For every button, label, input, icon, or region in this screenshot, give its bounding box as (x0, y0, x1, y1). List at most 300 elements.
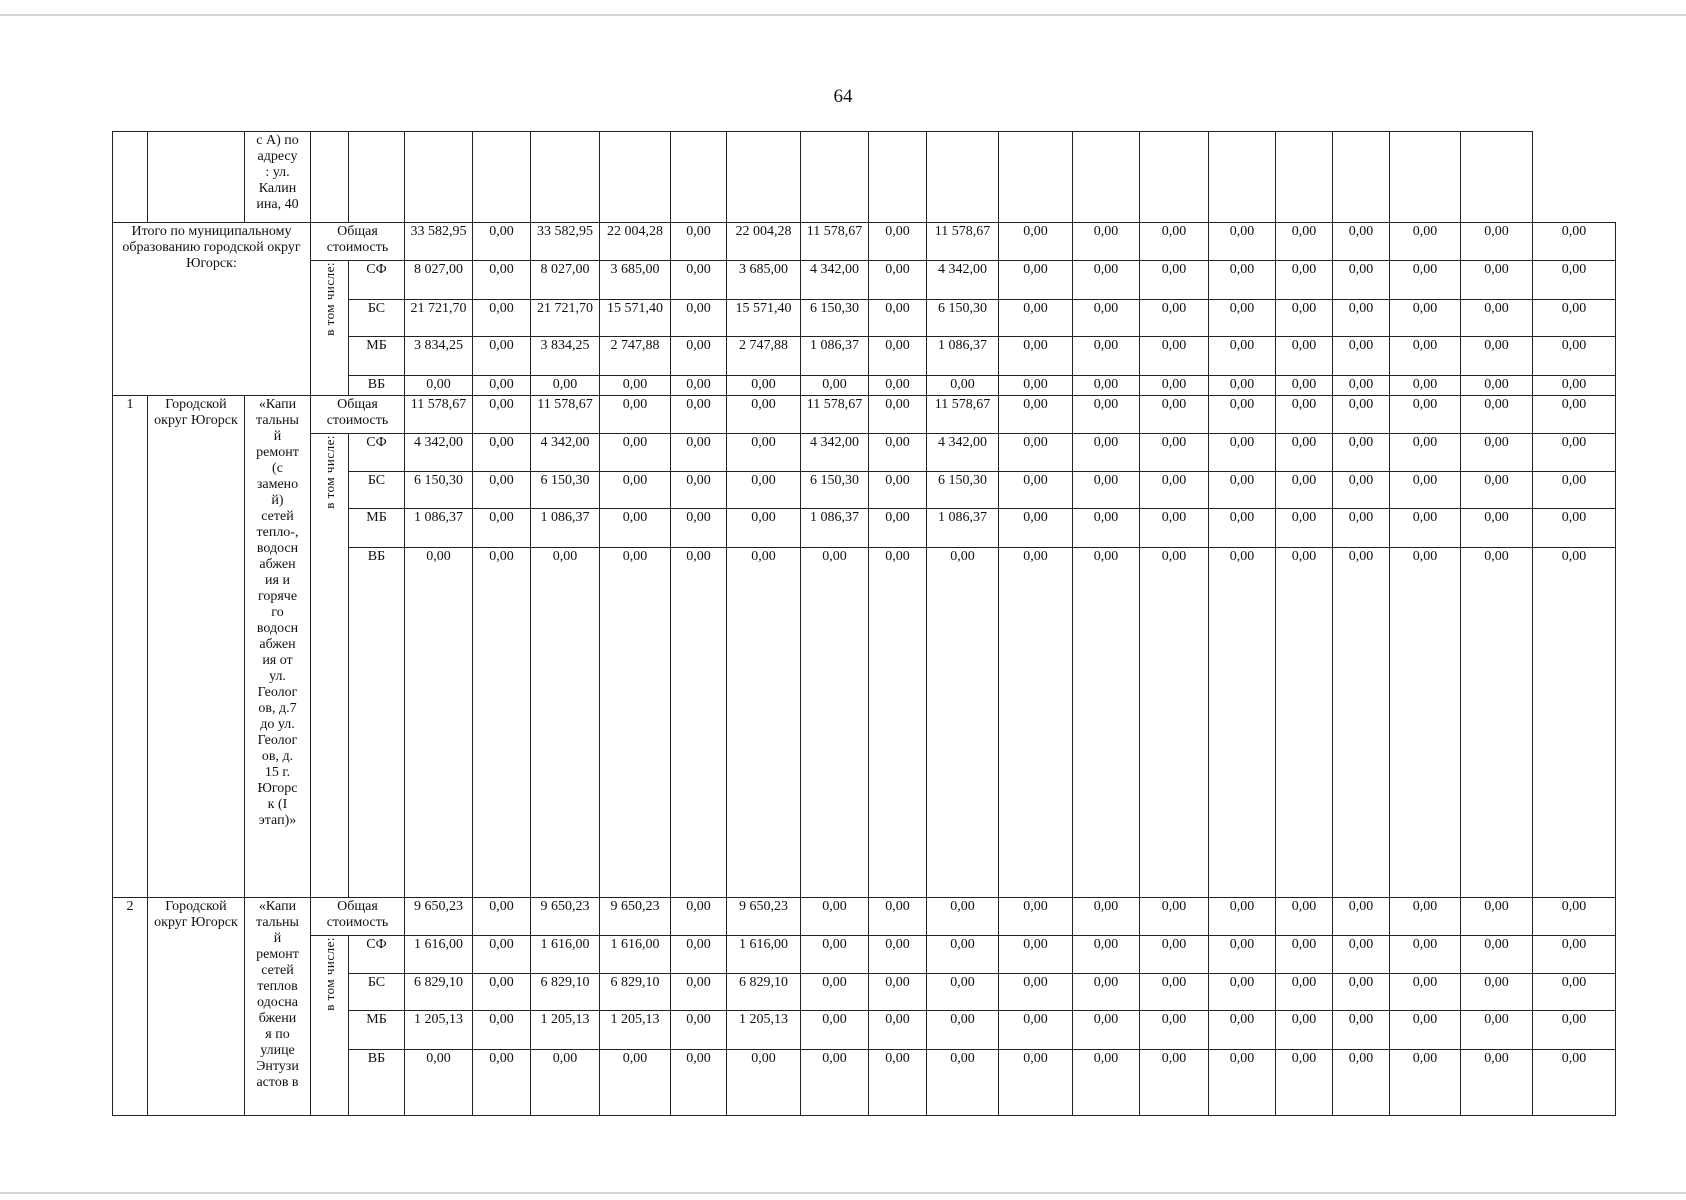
value-cell: 15 571,40 (600, 299, 671, 336)
value-cell: 0,00 (1333, 897, 1390, 936)
value-cell: 0,00 (1209, 396, 1276, 433)
value-cell: 0,00 (1209, 1049, 1276, 1115)
value-cell: 1 086,37 (801, 509, 869, 548)
value-cell: 3 834,25 (405, 337, 473, 376)
value-cell: 0,00 (1073, 936, 1140, 973)
empty-cell (1461, 132, 1533, 223)
value-cell: 0,00 (999, 222, 1073, 261)
value-cell: 0,00 (671, 222, 727, 261)
value-cell: 6 150,30 (801, 299, 869, 336)
value-cell: 0,00 (405, 375, 473, 395)
value-cell: 0,00 (1333, 1049, 1390, 1115)
value-cell: 0,00 (927, 1049, 999, 1115)
breakdown-label-cell (311, 261, 349, 396)
value-cell: 0,00 (1533, 936, 1616, 973)
value-cell: 0,00 (1533, 433, 1616, 472)
value-cell: 0,00 (671, 337, 727, 376)
value-cell: 0,00 (600, 1049, 671, 1115)
breakdown-label-cell (311, 433, 349, 897)
funding-code: СФ (349, 936, 405, 973)
value-cell: 0,00 (869, 396, 927, 433)
value-cell: 6 150,30 (801, 472, 869, 509)
value-cell: 0,00 (1073, 1049, 1140, 1115)
value-cell: 0,00 (1276, 973, 1333, 1010)
value-cell: 1 086,37 (801, 337, 869, 376)
value-cell: 0,00 (1461, 222, 1533, 261)
value-cell: 0,00 (671, 1049, 727, 1115)
budget-table (112, 131, 1616, 1116)
empty-cell (1276, 132, 1333, 223)
value-cell: 0,00 (671, 547, 727, 897)
value-cell: 0,00 (1333, 547, 1390, 897)
common-cost-label: Общая стоимость (311, 897, 405, 936)
value-cell: 0,00 (999, 973, 1073, 1010)
value-cell: 11 578,67 (927, 222, 999, 261)
common-cost-label: Общая стоимость (311, 396, 405, 433)
value-cell: 0,00 (1461, 936, 1533, 973)
value-cell: 0,00 (1533, 973, 1616, 1010)
value-cell: 0,00 (473, 222, 531, 261)
value-cell: 0,00 (473, 337, 531, 376)
value-cell: 0,00 (801, 936, 869, 973)
value-cell: 0,00 (671, 1011, 727, 1050)
funding-code: БС (349, 299, 405, 336)
value-cell: 0,00 (801, 1049, 869, 1115)
object-number: 2 (113, 897, 148, 1115)
value-cell: 1 086,37 (405, 509, 473, 548)
value-cell: 0,00 (671, 375, 727, 395)
empty-cell (801, 132, 869, 223)
value-cell: 0,00 (727, 396, 801, 433)
value-cell: 1 205,13 (405, 1011, 473, 1050)
value-cell: 0,00 (1209, 375, 1276, 395)
value-cell: 0,00 (1073, 1011, 1140, 1050)
value-cell: 0,00 (473, 396, 531, 433)
value-cell: 0,00 (869, 1011, 927, 1050)
breakdown-label: в том числе: (321, 262, 337, 337)
value-cell: 0,00 (727, 472, 801, 509)
value-cell: 21 721,70 (405, 299, 473, 336)
value-cell: 0,00 (1533, 547, 1616, 897)
total-label: Итого по муниципальному образованию городской округ Югорск: (113, 222, 311, 395)
value-cell: 0,00 (405, 1049, 473, 1115)
value-cell: 0,00 (1140, 936, 1209, 973)
value-cell: 8 027,00 (531, 261, 600, 300)
value-cell: 1 086,37 (927, 337, 999, 376)
funding-code: МБ (349, 509, 405, 548)
value-cell: 0,00 (671, 897, 727, 936)
value-cell: 4 342,00 (801, 433, 869, 472)
value-cell: 0,00 (1533, 509, 1616, 548)
value-cell: 0,00 (1333, 1011, 1390, 1050)
value-cell: 0,00 (727, 547, 801, 897)
empty-cell (473, 132, 531, 223)
empty-cell (1390, 132, 1461, 223)
value-cell: 1 205,13 (727, 1011, 801, 1050)
value-cell: 0,00 (1140, 261, 1209, 300)
empty-cell (600, 132, 671, 223)
empty-cell (869, 132, 927, 223)
table-row (113, 897, 1616, 936)
value-cell: 0,00 (1276, 547, 1333, 897)
value-cell: 0,00 (1461, 1011, 1533, 1050)
value-cell: 0,00 (671, 261, 727, 300)
value-cell: 0,00 (473, 433, 531, 472)
table-row (113, 396, 1616, 433)
table-row (113, 936, 1616, 973)
value-cell: 0,00 (1140, 433, 1209, 472)
value-cell: 8 027,00 (405, 261, 473, 300)
value-cell: 6 150,30 (405, 472, 473, 509)
value-cell: 0,00 (1276, 375, 1333, 395)
value-cell: 0,00 (1461, 337, 1533, 376)
value-cell: 0,00 (1140, 973, 1209, 1010)
value-cell: 0,00 (1073, 547, 1140, 897)
value-cell: 0,00 (473, 375, 531, 395)
funding-code: БС (349, 472, 405, 509)
funding-code: ВБ (349, 1049, 405, 1115)
value-cell: 0,00 (999, 1049, 1073, 1115)
empty-cell (405, 132, 473, 223)
common-cost-label: Общая стоимость (311, 222, 405, 261)
value-cell: 0,00 (1533, 396, 1616, 433)
object-name-cell: «Капи тальны й ремонт (с замено й) сетей тепло-, водосн абжен ия и горяче го водосн абжен ия от ул. Геолог ов, д.7 до ул. Геолог ов, д. 15 г. Югорс к (I этап)» (245, 396, 311, 898)
value-cell: 0,00 (1276, 1011, 1333, 1050)
scan-edge-bottom (0, 1192, 1686, 1194)
value-cell: 0,00 (1140, 472, 1209, 509)
value-cell: 0,00 (1461, 396, 1533, 433)
value-cell: 0,00 (869, 509, 927, 548)
value-cell: 0,00 (671, 433, 727, 472)
object-number: 1 (113, 396, 148, 898)
value-cell: 0,00 (1140, 396, 1209, 433)
value-cell: 0,00 (869, 1049, 927, 1115)
value-cell: 0,00 (1533, 375, 1616, 395)
value-cell: 0,00 (1390, 299, 1461, 336)
value-cell: 0,00 (531, 1049, 600, 1115)
value-cell: 0,00 (1073, 222, 1140, 261)
value-cell: 0,00 (999, 299, 1073, 336)
page-number: 64 (833, 86, 853, 107)
value-cell: 0,00 (671, 509, 727, 548)
value-cell: 0,00 (1140, 337, 1209, 376)
value-cell: 0,00 (1209, 547, 1276, 897)
value-cell: 0,00 (869, 261, 927, 300)
value-cell: 4 342,00 (927, 261, 999, 300)
value-cell: 0,00 (473, 973, 531, 1010)
value-cell: 0,00 (1276, 897, 1333, 936)
value-cell: 0,00 (1140, 375, 1209, 395)
value-cell: 0,00 (999, 396, 1073, 433)
value-cell: 0,00 (1390, 897, 1461, 936)
value-cell: 0,00 (473, 897, 531, 936)
value-cell: 3 685,00 (600, 261, 671, 300)
value-cell: 11 578,67 (927, 396, 999, 433)
funding-code: СФ (349, 261, 405, 300)
value-cell: 0,00 (1209, 897, 1276, 936)
empty-cell (349, 132, 405, 223)
value-cell: 0,00 (1209, 433, 1276, 472)
value-cell: 0,00 (999, 375, 1073, 395)
value-cell: 0,00 (927, 547, 999, 897)
value-cell: 0,00 (1533, 222, 1616, 261)
value-cell: 0,00 (999, 897, 1073, 936)
value-cell: 0,00 (1333, 396, 1390, 433)
value-cell: 0,00 (869, 433, 927, 472)
value-cell: 0,00 (1461, 261, 1533, 300)
value-cell: 0,00 (1390, 973, 1461, 1010)
value-cell: 0,00 (927, 973, 999, 1010)
value-cell: 1 086,37 (531, 509, 600, 548)
value-cell: 0,00 (1533, 897, 1616, 936)
empty-cell (727, 132, 801, 223)
value-cell: 0,00 (1533, 299, 1616, 336)
value-cell: 0,00 (1209, 261, 1276, 300)
value-cell: 0,00 (1390, 337, 1461, 376)
value-cell: 0,00 (1333, 973, 1390, 1010)
value-cell: 21 721,70 (531, 299, 600, 336)
value-cell: 11 578,67 (405, 396, 473, 433)
value-cell: 0,00 (801, 1011, 869, 1050)
value-cell: 0,00 (473, 509, 531, 548)
value-cell: 0,00 (473, 472, 531, 509)
value-cell: 4 342,00 (405, 433, 473, 472)
value-cell: 0,00 (1140, 547, 1209, 897)
value-cell: 0,00 (1276, 509, 1333, 548)
value-cell: 6 150,30 (927, 472, 999, 509)
value-cell: 0,00 (405, 547, 473, 897)
value-cell: 0,00 (473, 547, 531, 897)
value-cell: 0,00 (1209, 337, 1276, 376)
value-cell: 0,00 (671, 299, 727, 336)
value-cell: 9 650,23 (727, 897, 801, 936)
value-cell: 9 650,23 (405, 897, 473, 936)
value-cell: 0,00 (1333, 509, 1390, 548)
value-cell: 0,00 (473, 261, 531, 300)
value-cell: 0,00 (999, 337, 1073, 376)
value-cell: 0,00 (999, 509, 1073, 548)
value-cell: 33 582,95 (405, 222, 473, 261)
value-cell: 0,00 (1533, 261, 1616, 300)
value-cell: 0,00 (927, 936, 999, 973)
empty-cell (999, 132, 1073, 223)
value-cell: 0,00 (1461, 375, 1533, 395)
value-cell: 0,00 (671, 396, 727, 433)
value-cell: 0,00 (1333, 299, 1390, 336)
value-cell: 0,00 (473, 1049, 531, 1115)
value-cell: 0,00 (1461, 472, 1533, 509)
value-cell: 0,00 (1390, 433, 1461, 472)
value-cell: 0,00 (1533, 1011, 1616, 1050)
funding-code: ВБ (349, 547, 405, 897)
value-cell: 0,00 (1390, 375, 1461, 395)
value-cell: 0,00 (999, 261, 1073, 300)
empty-cell (671, 132, 727, 223)
table-row (113, 261, 1616, 300)
municipality-cell: Городской округ Югорск (148, 897, 245, 1115)
value-cell: 3 685,00 (727, 261, 801, 300)
value-cell: 0,00 (999, 547, 1073, 897)
value-cell: 0,00 (1276, 472, 1333, 509)
value-cell: 0,00 (600, 396, 671, 433)
value-cell: 0,00 (1073, 396, 1140, 433)
table-row (113, 222, 1616, 261)
value-cell: 0,00 (1140, 509, 1209, 548)
value-cell: 0,00 (1209, 509, 1276, 548)
value-cell: 0,00 (600, 433, 671, 472)
value-cell: 6 829,10 (600, 973, 671, 1010)
value-cell: 0,00 (999, 1011, 1073, 1050)
value-cell: 0,00 (1390, 261, 1461, 300)
empty-cell (1140, 132, 1209, 223)
value-cell: 0,00 (671, 936, 727, 973)
breakdown-label-cell (311, 936, 349, 1116)
value-cell: 0,00 (1140, 1049, 1209, 1115)
value-cell: 0,00 (927, 1011, 999, 1050)
value-cell: 6 829,10 (531, 973, 600, 1010)
object-name-cell: «Капи тальны й ремонт сетей теплов одосна бжени я по улице Энтузи астов в (245, 897, 311, 1115)
value-cell: 1 205,13 (600, 1011, 671, 1050)
value-cell: 0,00 (1533, 472, 1616, 509)
value-cell: 0,00 (869, 472, 927, 509)
value-cell: 0,00 (801, 547, 869, 897)
value-cell: 0,00 (531, 547, 600, 897)
value-cell: 0,00 (1390, 547, 1461, 897)
value-cell: 6 150,30 (927, 299, 999, 336)
empty-cell (1209, 132, 1276, 223)
value-cell: 0,00 (801, 375, 869, 395)
value-cell: 0,00 (801, 897, 869, 936)
value-cell: 0,00 (999, 936, 1073, 973)
value-cell: 11 578,67 (801, 222, 869, 261)
value-cell: 0,00 (1390, 1049, 1461, 1115)
value-cell: 0,00 (1461, 299, 1533, 336)
value-cell: 0,00 (1461, 433, 1533, 472)
value-cell: 0,00 (671, 973, 727, 1010)
value-cell: 0,00 (1533, 1049, 1616, 1115)
value-cell: 4 342,00 (927, 433, 999, 472)
value-cell: 0,00 (1390, 1011, 1461, 1050)
funding-code: МБ (349, 1011, 405, 1050)
municipality-cell (148, 132, 245, 223)
value-cell: 0,00 (1209, 1011, 1276, 1050)
funding-code: ВБ (349, 375, 405, 395)
value-cell: 0,00 (473, 936, 531, 973)
value-cell: 1 616,00 (405, 936, 473, 973)
value-cell: 4 342,00 (801, 261, 869, 300)
value-cell: 0,00 (1276, 222, 1333, 261)
value-cell: 0,00 (801, 973, 869, 1010)
value-cell: 0,00 (1073, 509, 1140, 548)
value-cell: 0,00 (869, 973, 927, 1010)
value-cell: 0,00 (727, 509, 801, 548)
value-cell: 0,00 (1276, 261, 1333, 300)
value-cell: 0,00 (1390, 396, 1461, 433)
value-cell: 0,00 (1461, 897, 1533, 936)
empty-cell (927, 132, 999, 223)
value-cell: 0,00 (1276, 337, 1333, 376)
funding-code: БС (349, 973, 405, 1010)
value-cell: 0,00 (1073, 375, 1140, 395)
value-cell: 0,00 (1073, 973, 1140, 1010)
value-cell: 0,00 (1333, 222, 1390, 261)
value-cell: 0,00 (869, 337, 927, 376)
funding-code: СФ (349, 433, 405, 472)
value-cell: 2 747,88 (727, 337, 801, 376)
value-cell: 0,00 (869, 222, 927, 261)
value-cell: 0,00 (869, 375, 927, 395)
value-cell: 0,00 (1390, 472, 1461, 509)
value-cell: 0,00 (727, 433, 801, 472)
value-cell: 0,00 (1140, 222, 1209, 261)
value-cell: 6 829,10 (727, 973, 801, 1010)
municipality-cell: Городской округ Югорск (148, 396, 245, 898)
value-cell: 0,00 (1333, 261, 1390, 300)
breakdown-label: в том числе: (321, 937, 337, 1011)
value-cell: 0,00 (869, 897, 927, 936)
value-cell: 0,00 (1390, 936, 1461, 973)
empty-cell (1333, 132, 1390, 223)
empty-cell (1073, 132, 1140, 223)
value-cell: 11 578,67 (801, 396, 869, 433)
value-cell: 0,00 (600, 375, 671, 395)
value-cell: 0,00 (600, 547, 671, 897)
value-cell: 0,00 (1276, 1049, 1333, 1115)
scan-edge-top (0, 14, 1686, 16)
value-cell: 0,00 (1333, 433, 1390, 472)
value-cell: 0,00 (1461, 509, 1533, 548)
value-cell: 1 205,13 (531, 1011, 600, 1050)
value-cell: 0,00 (473, 1011, 531, 1050)
value-cell: 0,00 (999, 433, 1073, 472)
object-name-cell: с А) по адресу : ул. Калин ина, 40 (245, 132, 311, 223)
empty-cell (311, 132, 349, 223)
value-cell: 0,00 (1209, 472, 1276, 509)
value-cell: 0,00 (1390, 222, 1461, 261)
value-cell: 0,00 (473, 299, 531, 336)
empty-cell (531, 132, 600, 223)
value-cell: 0,00 (999, 472, 1073, 509)
funding-code: МБ (349, 337, 405, 376)
value-cell: 0,00 (1390, 509, 1461, 548)
value-cell: 0,00 (1461, 1049, 1533, 1115)
value-cell: 0,00 (1209, 222, 1276, 261)
value-cell: 0,00 (927, 375, 999, 395)
value-cell: 11 578,67 (531, 396, 600, 433)
value-cell: 0,00 (727, 1049, 801, 1115)
value-cell: 0,00 (1276, 936, 1333, 973)
value-cell: 0,00 (927, 897, 999, 936)
value-cell: 1 086,37 (927, 509, 999, 548)
value-cell: 0,00 (1276, 299, 1333, 336)
value-cell: 0,00 (600, 509, 671, 548)
value-cell: 1 616,00 (727, 936, 801, 973)
value-cell: 15 571,40 (727, 299, 801, 336)
value-cell: 0,00 (869, 936, 927, 973)
value-cell: 0,00 (671, 472, 727, 509)
value-cell: 0,00 (1461, 547, 1533, 897)
value-cell: 0,00 (1073, 299, 1140, 336)
value-cell: 0,00 (1209, 973, 1276, 1010)
value-cell: 3 834,25 (531, 337, 600, 376)
value-cell: 6 150,30 (531, 472, 600, 509)
value-cell: 0,00 (1140, 299, 1209, 336)
value-cell: 0,00 (1461, 973, 1533, 1010)
value-cell: 1 616,00 (600, 936, 671, 973)
value-cell: 0,00 (1073, 433, 1140, 472)
value-cell: 0,00 (869, 547, 927, 897)
value-cell: 0,00 (1276, 396, 1333, 433)
